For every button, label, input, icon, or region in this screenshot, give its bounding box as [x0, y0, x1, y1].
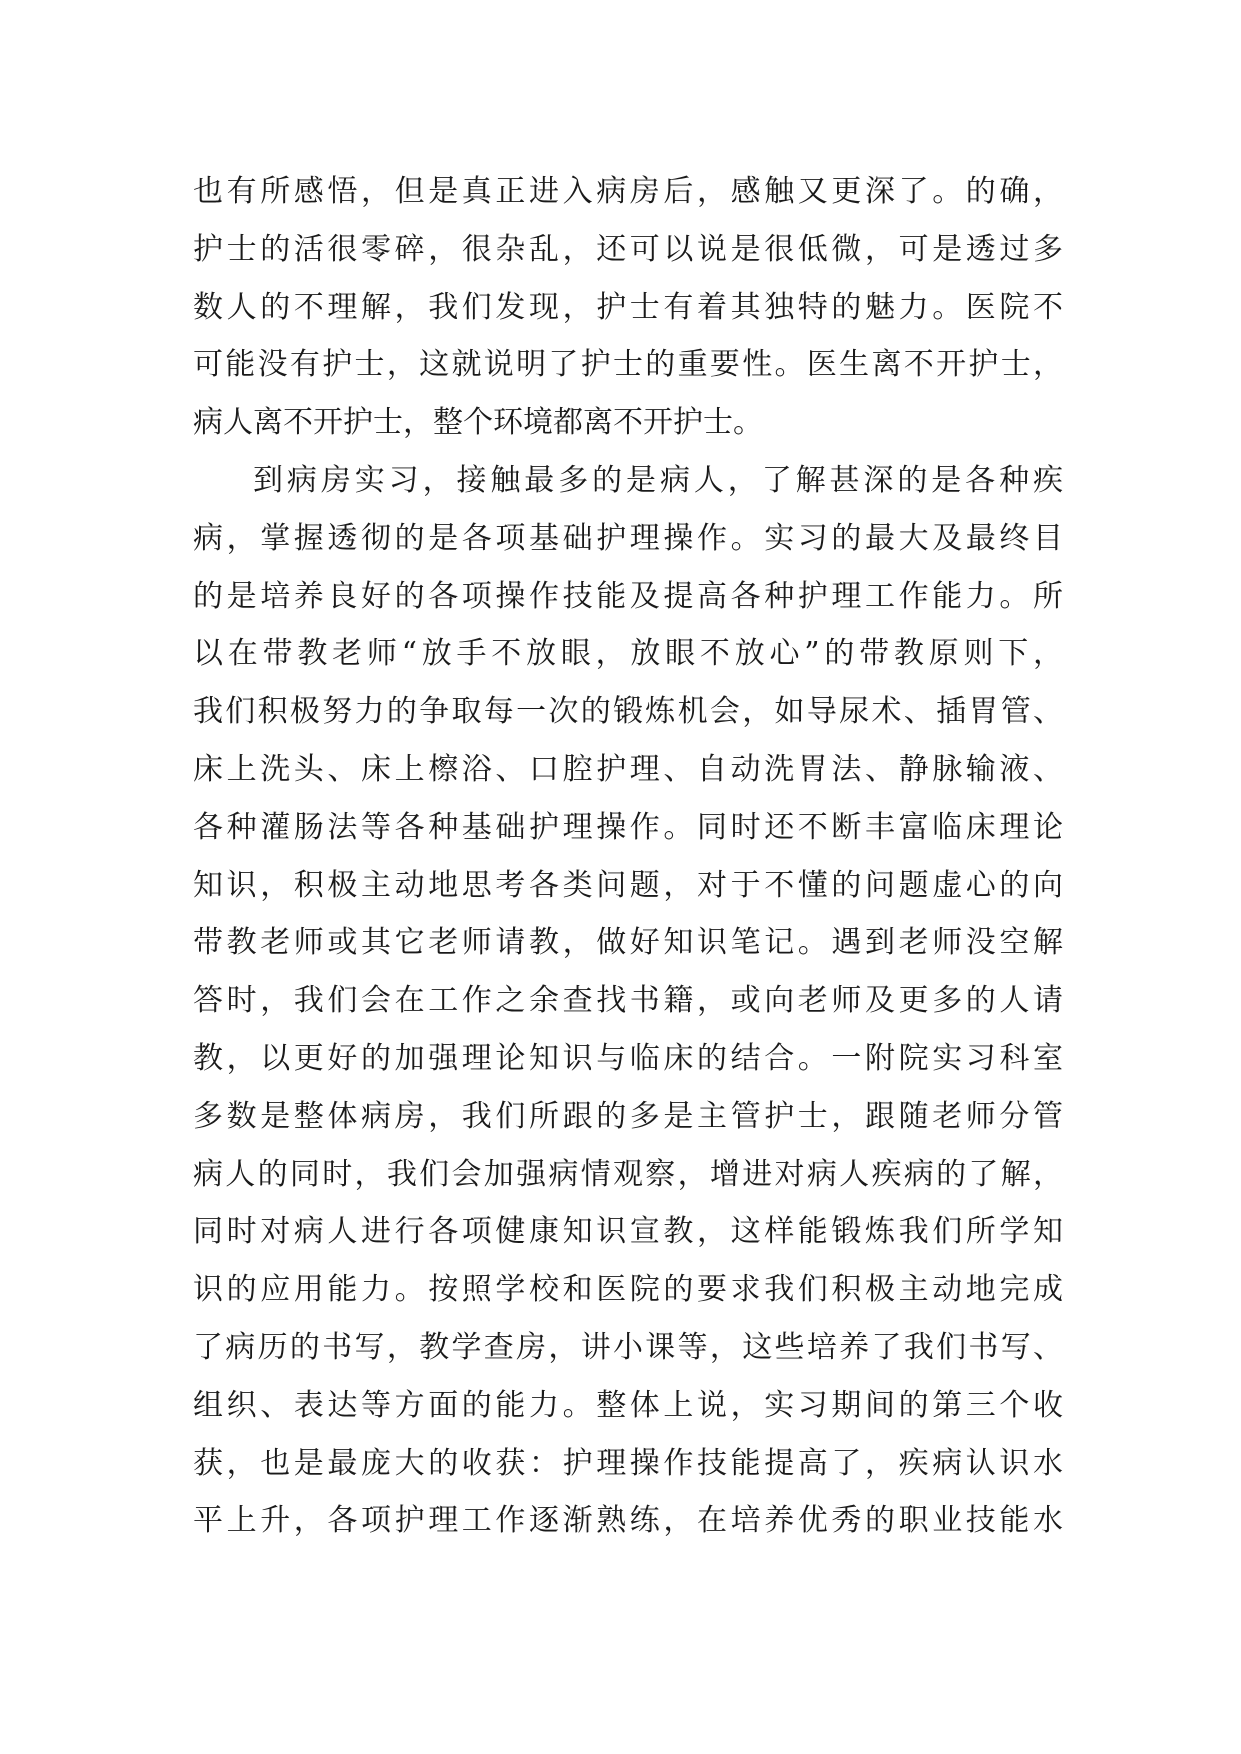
text-line: 病，掌握透彻的是各项基础护理操作。实习的最大及最终目: [193, 520, 1063, 556]
text-line: 到病房实习，接触最多的是病人，了解甚深的是各种疾: [253, 462, 1063, 498]
text-line: 病人离不开护士，整个环境都离不开护士。: [193, 405, 763, 441]
text-line: 的是培养良好的各项操作技能及提高各种护理工作能力。所: [193, 578, 1063, 614]
text-line: 病人的同时，我们会加强病情观察，增进对病人疾病的了解，: [193, 1156, 1063, 1192]
text-line: 了病历的书写，教学查房，讲小课等，这些培养了我们书写、: [193, 1329, 1063, 1365]
text-line: 我们积极努力的争取每一次的锻炼机会，如导尿术、插胃管、: [193, 694, 1063, 730]
text-line: 获，也是最庞大的收获：护理操作技能提高了，疾病认识水: [193, 1445, 1063, 1481]
text-line: 以在带教老师“放手不放眼，放眼不放心”的带教原则下，: [193, 636, 1063, 672]
text-line: 也有所感悟，但是真正进入病房后，感触又更深了。的确，: [193, 174, 1063, 209]
text-line: 同时对病人进行各项健康知识宣教，这样能锻炼我们所学知: [193, 1214, 1063, 1250]
text-line: 平上升，各项护理工作逐渐熟练，在培养优秀的职业技能水: [193, 1503, 1063, 1539]
text-line: 知识，积极主动地思考各类问题，对于不懂的问题虚心的向: [193, 867, 1063, 903]
text-line: 可能没有护士，这就说明了护士的重要性。医生离不开护士，: [193, 347, 1063, 383]
text-line: 识的应用能力。按照学校和医院的要求我们积极主动地完成: [193, 1272, 1063, 1308]
text-line: 数人的不理解，我们发现，护士有着其独特的魅力。医院不: [193, 289, 1063, 325]
text-line: 护士的活很零碎，很杂乱，还可以说是很低微，可是透过多: [193, 231, 1063, 267]
text-line: 床上洗头、床上檫浴、口腔护理、自动洗胃法、静脉输液、: [193, 751, 1063, 787]
text-line: 多数是整体病房，我们所跟的多是主管护士，跟随老师分管: [193, 1098, 1063, 1134]
text-line: 组织、表达等方面的能力。整体上说，实习期间的第三个收: [193, 1387, 1063, 1423]
paragraph-1: [193, 163, 1063, 452]
text-line: 带教老师或其它老师请教，做好知识笔记。遇到老师没空解: [193, 925, 1063, 961]
text-line: 答时，我们会在工作之余查找书籍，或向老师及更多的人请: [193, 983, 1063, 1019]
document-body: [193, 163, 1063, 1550]
text-line: 各种灌肠法等各种基础护理操作。同时还不断丰富临床理论: [193, 809, 1063, 845]
paragraph-2: [193, 452, 1063, 1550]
text-line: 教，以更好的加强理论知识与临床的结合。一附院实习科室: [193, 1040, 1063, 1076]
